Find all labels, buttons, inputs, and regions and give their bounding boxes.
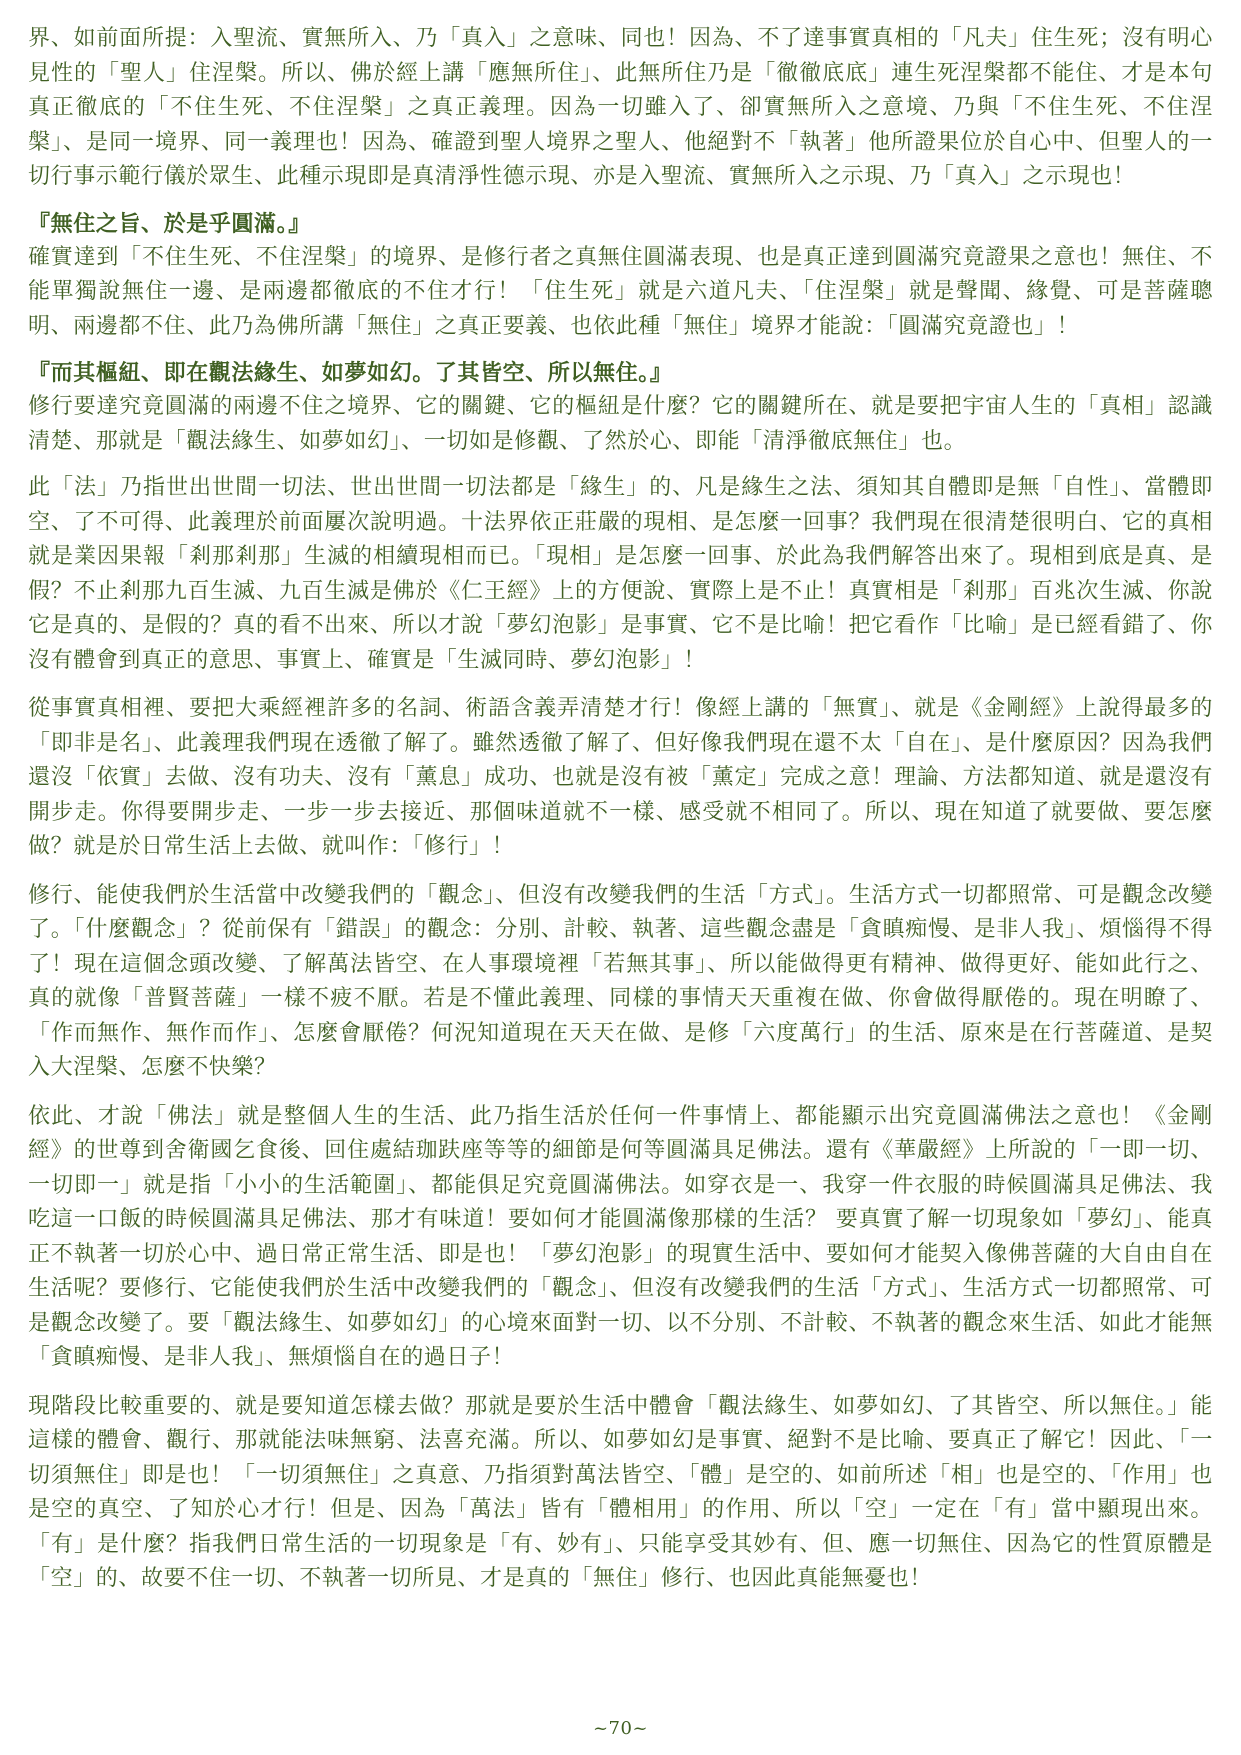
section-heading-pivot: 『而其樞紐、即在觀法緣生、如夢如幻。了其皆空、所以無住。』 <box>28 360 673 386</box>
paragraph-practice: 修行、能使我們於生活當中改變我們的「觀念」、但沒有改變我們的生活「方式」。生活方式一切都照常、可是觀念改變了。「什麼觀念」？從前保有「錯誤」的觀念：分別、計較、執著、這些觀念盡是「貪瞋痴慢、是非人我」、煩惱得不得了！現在這個念頭改變、了解萬法皆空、在人事環境裡「若無其事」、所以能做得更有精神、做得更好、能如此行之、真的就像「普賢菩薩」一樣不疲不厭。若是不懂此義理、同樣的事情天天重複在做、你會做得厭倦的。現在明瞭了、「作而無作、無作而作」、怎麼會厭倦？何況知道現在天天在做、是修「六度萬行」的生活、原來是在行菩薩道、是契入大涅槃、怎麼不快樂？ <box>28 882 1213 1080</box>
paragraph-buddha-dharma-life: 依此、才說「佛法」就是整個人生的生活、此乃指生活於任何一件事情上、都能顯示出究竟圓滿佛法之意也！《金剛經》的世尊到舍衛國乞食後、回住處結珈趺座等等的細節是何等圓滿具足佛法。還有《華嚴經》上所說的「一即一切、一切即一」就是指「小小的生活範圍」、都能俱足究竟圓滿佛法。如穿衣是一、我穿一件衣服的時候圓滿具足佛法、我吃這一口飯的時候圓滿具足佛法、那才有味道！要如何才能圓滿像那樣的生活？ 要真實了解一切現象如「夢幻」、能真正不執著一切於心中、過日常正常生活、即是也！「夢幻泡影」的現實生活中、要如何才能契入像佛菩薩的大自由自在生活呢？要修行、它能使我們於生活中改變我們的「觀念」、但沒有改變我們的生活「方式」、生活方式一切都照常、可是觀念改變了。要「觀法緣生、如夢如幻」的心境來面對一切、以不分別、不計較、不執著的觀念來生活、如此才能無「貪瞋痴慢、是非人我」、無煩惱自在的過日子！ <box>28 1103 1213 1370</box>
paragraph-current-stage: 現階段比較重要的、就是要知道怎樣去做？那就是要於生活中體會「觀法緣生、如夢如幻、了其皆空、所以無住。」能這樣的體會、觀行、那就能法味無窮、法喜充滿。所以、如夢如幻是事實、絕對不是比喻、要真正了解它！因此、「一切須無住」即是也！「一切須無住」之真意、乃指須對萬法皆空、「體」是空的、如前所述「相」也是空的、「作用」也是空的真空、了知於心才行！但是、因為「萬法」皆有「體相用」的作用、所以「空」一定在「有」當中顯現出來。「有」是什麼？指我們日常生活的一切現象是「有、妙有」、只能享受其妙有、但、應一切無住、因為它的性質原體是「空」的、故要不住一切、不執著一切所見、才是真的「無住」修行、也因此真能無憂也！ <box>28 1393 1213 1591</box>
paragraph-dharma: 此「法」乃指世出世間一切法、世出世間一切法都是「緣生」的、凡是緣生之法、須知其自體即是無「自性」、當體即空、了不可得、此義理於前面屢次說明過。十法界依正莊嚴的現相、是怎麼一回事？我們現在很清楚很明白、它的真相就是業因果報「剎那剎那」生滅的相續現相而已。「現相」是怎麼一回事、於此為我們解答出來了。現相到底是真、是假？不止剎那九百生滅、九百生滅是佛於《仁王經》上的方便說、實際上是不止！真實相是「剎那」百兆次生滅、你說它是真的、是假的？真的看不出來、所以才說「夢幻泡影」是事實、它不是比喻！把它看作「比喻」是已經看錯了、你沒有體會到真正的意思、事實上、確實是「生滅同時、夢幻泡影」！ <box>28 475 1213 673</box>
paragraph-intro: 界、如前面所提：入聖流、實無所入、乃「真入」之意味、同也！因為、不了達事實真相的「凡夫」住生死；沒有明心見性的「聖人」住涅槃。所以、佛於經上講「應無所住」、此無所住乃是「徹徹底底」連生死涅槃都不能住、才是本句真正徹底的「不住生死、不住涅槃」之真正義理。因為一切雖入了、卻實無所入之意境、乃與「不住生死、不住涅槃」、是同一境界、同一義理也！因為、確證到聖人境界之聖人、他絕對不「執著」他所證果位於自心中、但聖人的一切行事示範行儀於眾生、此種示現即是真清淨性德示現、亦是入聖流、實無所入之示現、乃「真入」之示現也！ <box>28 26 1213 189</box>
section-heading-no-abiding: 『無住之旨、於是乎圓滿。』 <box>28 210 311 237</box>
paragraph-reality: 從事實真相裡、要把大乘經裡許多的名詞、術語含義弄清楚才行！像經上講的「無實」、就是《金剛經》上說得最多的「即非是名」、此義理我們現在透徹了解了。雖然透徹了解了、但好像我們現在還不太「自在」、是什麼原因？因為我們還沒「依實」去做、沒有功夫、沒有「薰息」成功、也就是沒有被「薰定」完成之意！理論、方法都知道、就是還沒有開步走。你得要開步走、一步一步去接近、那個味道就不一樣、感受就不相同了。所以、現在知道了就要做、要怎麼做？就是於日常生活上去做、就叫作：「修行」！ <box>28 696 1213 859</box>
page-number: ~70~ <box>592 1718 649 1739</box>
paragraph-no-abiding: 確實達到「不住生死、不住涅槃」的境界、是修行者之真無住圓滿表現、也是真正達到圓滿究竟證果之意也！無住、不能單獨說無住一邊、是兩邊都徹底的不住才行！「住生死」就是六道凡夫、「住涅槃」就是聲聞、緣覺、可是菩薩聰明、兩邊都不住、此乃為佛所講「無住」之真正要義、也依此種「無住」境界才能說：「圓滿究竟證也」！ <box>28 244 1213 339</box>
section-no-abiding <box>28 207 1213 345</box>
paragraph-pivot: 修行要達究竟圓滿的兩邊不住之境界、它的關鍵、它的樞紐是什麼？它的關鍵所在、就是要把宇宙人生的「真相」認識清楚、那就是「觀法緣生、如夢如幻」、一切如是修觀、了然於心、即能「清淨徹底無住」也。 <box>28 394 1213 454</box>
section-pivot <box>28 356 1213 459</box>
